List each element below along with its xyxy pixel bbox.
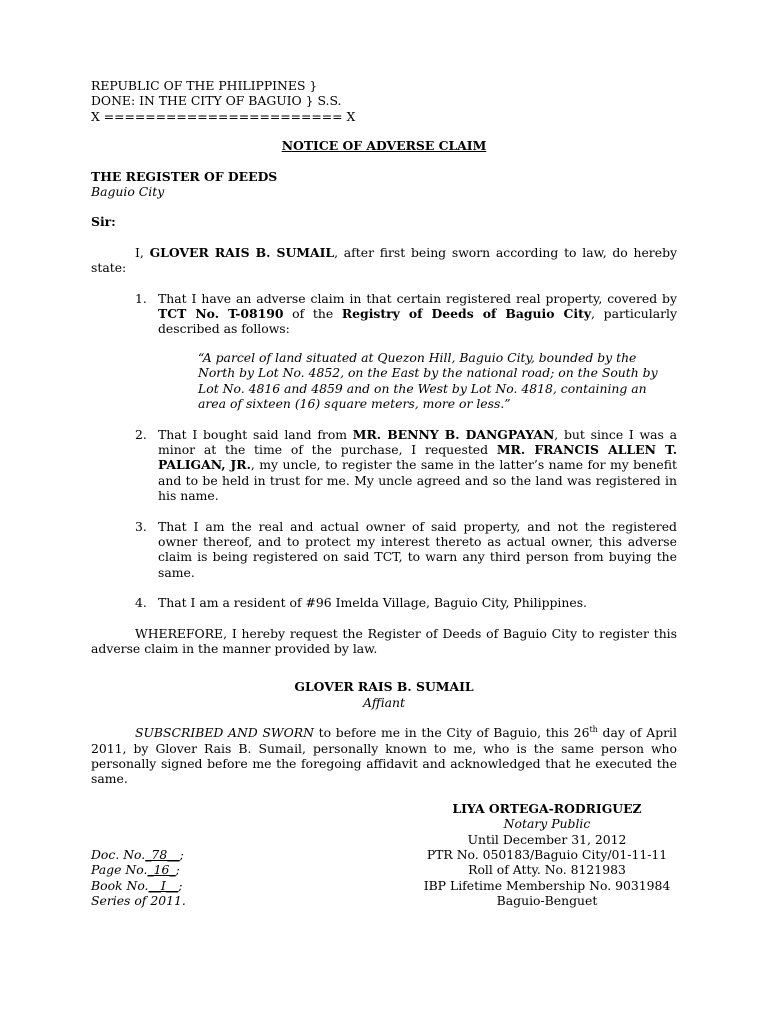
intro-text-pre: I, (135, 244, 150, 260)
affiant-name: GLOVER RAIS B. SUMAIL (294, 679, 474, 695)
notary-title: Notary Public (503, 816, 591, 832)
statement-list-continued (91, 427, 677, 611)
item-text: That I am the real and actual owner of said property, and not the registered owner thereof, and to protect my interest thereto as actual owner, this adverse claim is being registered on said TCT, to warn any third person from buying the same. (158, 518, 677, 580)
book-number: Book No.__I__; (91, 877, 183, 893)
caption-line-city: DONE: IN THE CITY OF BAGUIO } S.S. (91, 93, 342, 109)
item-text: That I am a resident of #96 Imelda Village, Baguio City, Philippines. (158, 595, 588, 611)
notary-place: Baguio-Benguet (496, 893, 598, 909)
document-title: NOTICE OF ADVERSE CLAIM (281, 138, 487, 154)
list-number: 2. (135, 426, 147, 442)
notary-roll: Roll of Atty. No. 8121983 (468, 862, 626, 878)
jurat-paragraph (91, 725, 677, 787)
footer-block (91, 847, 677, 909)
list-number: 1. (135, 290, 147, 306)
item-text: , my uncle, to register the same in the latter’s name for my benefit and to be held in trust for me. My uncle agreed and so the land was registered in his name. (158, 457, 677, 504)
venue-caption (91, 78, 677, 124)
item-text: , but since I was a minor at the time of the purchase, I requested (158, 426, 677, 457)
salutation: Sir: (91, 214, 116, 230)
list-item-2 (91, 427, 677, 504)
list-number: 3. (135, 518, 147, 534)
property-description-quote: “A parcel of land situated at Quezon Hill, Baguio City, bounded by the North by Lot No. 4852, on the East by the national road; on the South by Lot No. 4816 and 4859 and on the West by Lot No. 4818, containing an area of sixteen (16) square meters, more or less.” (198, 349, 658, 412)
caption-line-separator: X ======================= X (91, 108, 356, 124)
statement-list (91, 291, 677, 337)
notary-commission-until: Until December 31, 2012 (467, 831, 627, 847)
addressee-name: THE REGISTER OF DEEDS (91, 168, 278, 184)
caption-line-republic: REPUBLIC OF THE PHILIPPINES } (91, 78, 318, 93)
jurat-italic: SUBSCRIBED AND SWORN (135, 725, 314, 741)
item-text: That I bought said land from (158, 426, 353, 442)
item-text: , particularly described as follows: (158, 306, 677, 337)
list-item-3 (91, 519, 677, 581)
affiant-signature-block (91, 679, 677, 710)
notary-header (417, 801, 677, 847)
item-text: of the (283, 306, 342, 322)
notarial-docket (91, 847, 186, 909)
list-number: 4. (135, 595, 147, 611)
notary-credentials (417, 847, 677, 909)
page-number: Page No._16_; (91, 862, 180, 878)
tct-number: TCT No. T-08190 (158, 306, 284, 322)
list-item-1 (91, 291, 677, 337)
jurat-text: day of April 2011, by Glover Rais B. Sumail, personally known to me, who is the same person who personally signed before me the foregoing affidavit and acknowledged that he executed the same. (91, 725, 677, 787)
trustee-name: MR. FRANCIS ALLEN T. PALIGAN, JR. (158, 441, 678, 473)
registry-name: Registry of Deeds of Baguio City (341, 306, 592, 322)
item-text: That I have an adverse claim in that certain registered real property, covered by (158, 290, 677, 306)
wherefore-paragraph: WHEREFORE, I hereby request the Register of Deeds of Baguio City to register this adverse claim in the manner provided by law. (91, 625, 677, 656)
jurat-superscript: th (589, 725, 598, 735)
notary-ibp: IBP Lifetime Membership No. 9031984 (423, 877, 671, 893)
intro-paragraph (91, 245, 677, 276)
doc-number: Doc. No._78__; (91, 847, 184, 863)
affiant-name-inline: GLOVER RAIS B. SUMAIL (149, 244, 335, 260)
addressee-block (91, 169, 677, 200)
affiant-label: Affiant (362, 694, 406, 710)
notary-name: LIYA ORTEGA-RODRIGUEZ (452, 800, 642, 816)
series-year: Series of 2011. (91, 893, 186, 909)
document-page (91, 78, 677, 909)
list-item-4 (91, 595, 677, 610)
addressee-city: Baguio City (91, 184, 165, 200)
notary-ptr: PTR No. 050183/Baguio City/01-11-11 (426, 847, 668, 863)
jurat-text: to before me in the City of Baguio, this 26 (313, 725, 590, 741)
intro-text-post: , after first being sworn according to law, do hereby state: (91, 244, 677, 276)
seller-name: MR. BENNY B. DANGPAYAN (352, 426, 555, 442)
